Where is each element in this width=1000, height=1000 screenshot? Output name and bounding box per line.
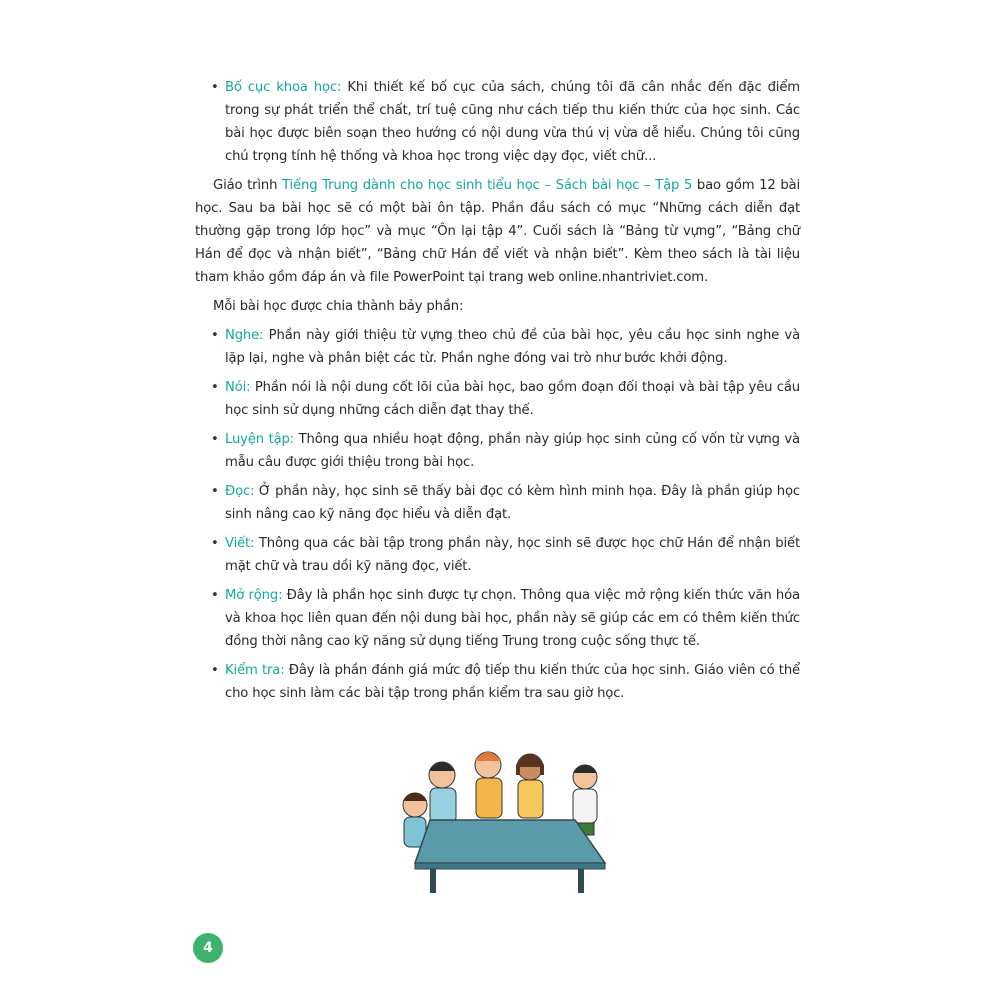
section-item <box>195 324 800 370</box>
sections-intro: Mỗi bài học được chia thành bảy phần: <box>213 299 464 314</box>
child-glasses <box>429 762 456 823</box>
section-text: Thông qua các bài tập trong phần này, học sinh sẽ được học chữ Hán để nhận biết mặt chữ và trau dồi kỹ năng đọc, viết. <box>225 536 800 574</box>
book-description-paragraph <box>195 174 800 289</box>
child-redhair <box>475 752 502 818</box>
intro-bullet <box>195 76 800 168</box>
section-item <box>195 376 800 422</box>
section-text: Phần này giới thiệu từ vựng theo chủ đề của bài học, yêu cầu học sinh nghe và lặp lại, nghe và phân biệt các từ. Phần nghe đóng vai trò như bước khởi động. <box>225 328 800 366</box>
sections-list <box>195 324 800 705</box>
section-text: Thông qua nhiều hoạt động, phần này giúp học sinh củng cố vốn từ vựng và mẫu câu được giới thiệu trong bài học. <box>225 432 800 470</box>
section-text: Đây là phần học sinh được tự chọn. Thông qua việc mở rộng kiến thức văn hóa và khoa học liên quan đến nội dung bài học, phần này sẽ giúp các em có thêm kiến thức đồng thời nâng cao kỹ năng sử dụng tiếng Trung trong cuộc sống thực tế. <box>225 588 800 649</box>
child-girl <box>516 754 544 818</box>
section-text: Phần nói là nội dung cốt lõi của bài học, bao gồm đoạn đối thoại và bài tập yêu cầu học sinh sử dụng những cách diễn đạt thay thế. <box>225 380 800 418</box>
page-body <box>195 76 800 711</box>
section-label: Luyện tập: <box>225 432 295 447</box>
table <box>415 820 605 893</box>
section-item <box>195 428 800 474</box>
bullet-label: Bố cục khoa học: <box>225 80 342 95</box>
section-label: Kiểm tra: <box>225 663 285 678</box>
bullet-text: Khi thiết kế bố cục của sách, chúng tôi đã cân nhắc đến đặc điểm trong sự phát triển thể chất, trí tuệ cũng như cách tiếp thu kiến thức của học sinh. Các bài học được biên soạn theo hướng có nội dung vừa thú vị vừa dễ hiểu. Chúng tôi cũng chú trọng tính hệ thống và khoa học trong việc dạy đọc, viết chữ... <box>225 80 800 164</box>
text: Giáo trình <box>213 178 283 193</box>
section-text: Ở phần này, học sinh sẽ thấy bài đọc có kèm hình minh họa. Đây là phần giúp học sinh nâng cao kỹ năng đọc hiểu và diễn đạt. <box>225 484 800 522</box>
section-item <box>195 659 800 705</box>
text: bao gồm 12 bài học. Sau ba bài học sẽ có một bài ôn tập. Phần đầu sách có mục “Những cách diễn đạt thường gặp trong lớp học” và mục “Ôn lại tập 4”. Cuối sách là “Bảng từ vựng”, “Bảng chữ Hán để đọc và nhận biết”, “Bảng chữ Hán để viết và nhận biết”. Kèm theo sách là tài liệu tham khảo gồm đáp án và file PowerPoint tại trang web online.nhantriviet.com. <box>195 178 800 285</box>
page-number-badge: 4 <box>193 933 223 963</box>
children-around-table-illustration <box>390 735 615 900</box>
section-label: Nói: <box>225 380 251 395</box>
section-label: Đọc: <box>225 484 255 499</box>
section-item <box>195 584 800 653</box>
section-item <box>195 480 800 526</box>
section-text: Đây là phần đánh giá mức độ tiếp thu kiến thức của học sinh. Giáo viên có thể cho học sinh làm các bài tập trong phần kiểm tra sau giờ học. <box>225 663 801 701</box>
section-item <box>195 532 800 578</box>
section-label: Nghe: <box>225 328 264 343</box>
book-title: Tiếng Trung dành cho học sinh tiểu học – Sách bài học – Tập 5 <box>282 178 693 193</box>
section-label: Mở rộng: <box>225 588 283 603</box>
section-label: Viết: <box>225 536 255 551</box>
